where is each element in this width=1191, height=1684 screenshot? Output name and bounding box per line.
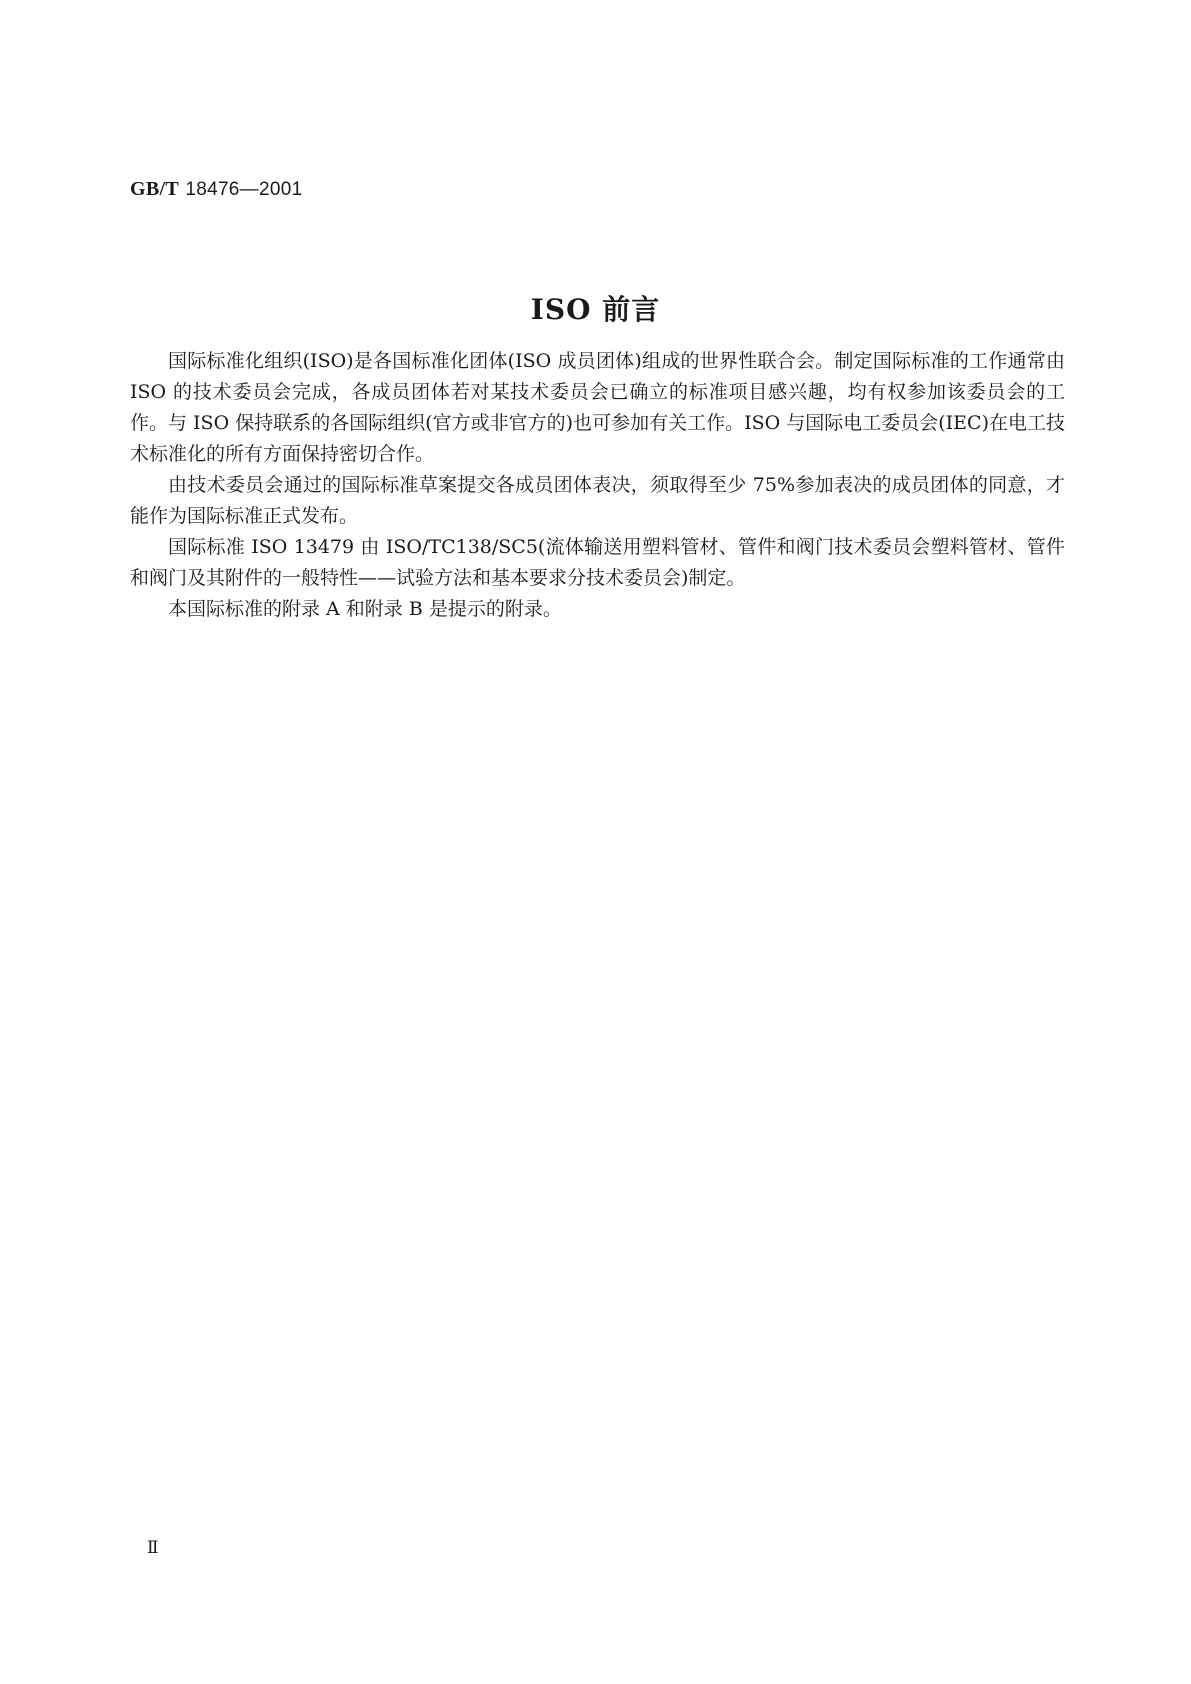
standard-number: 18476—2001 <box>185 179 303 200</box>
paragraph-annexes: 本国际标准的附录 A 和附录 B 是提示的附录。 <box>168 598 562 620</box>
foreword-body <box>130 346 1065 625</box>
paragraph-voting: 由技术委员会通过的国际标准草案提交各成员团体表决，须取得至少 75%参加表决的成员团体的同意，才能作为国际标准正式发布。 <box>130 474 1065 527</box>
page-title: ISO 前言 <box>530 293 661 326</box>
paragraph-iso-13479: 国际标准 ISO 13479 由 ISO/TC138/SC5(流体输送用塑料管材、管件和阀门技术委员会塑料管材、管件和阀门及其附件的一般特性——试验方法和基本要求分技术委员会)制定。 <box>130 536 1065 589</box>
page-number: Ⅱ <box>147 1538 159 1558</box>
standard-code: GB/T <box>130 178 179 200</box>
paragraph-iso-organization: 国际标准化组织(ISO)是各国标准化团体(ISO 成员团体)组成的世界性联合会。制定国际标准的工作通常由 ISO 的技术委员会完成，各成员团体若对某技术委员会已确立的标准项目感兴趣，均有权参加该委员会的工作。与 ISO 保持联系的各国际组织(官方或非官方的)也可参加有关工作。ISO 与国际电工委员会(IEC)在电工技术标准化的所有方面保持密切合作。 <box>130 350 1065 465</box>
standard-header <box>130 178 302 201</box>
